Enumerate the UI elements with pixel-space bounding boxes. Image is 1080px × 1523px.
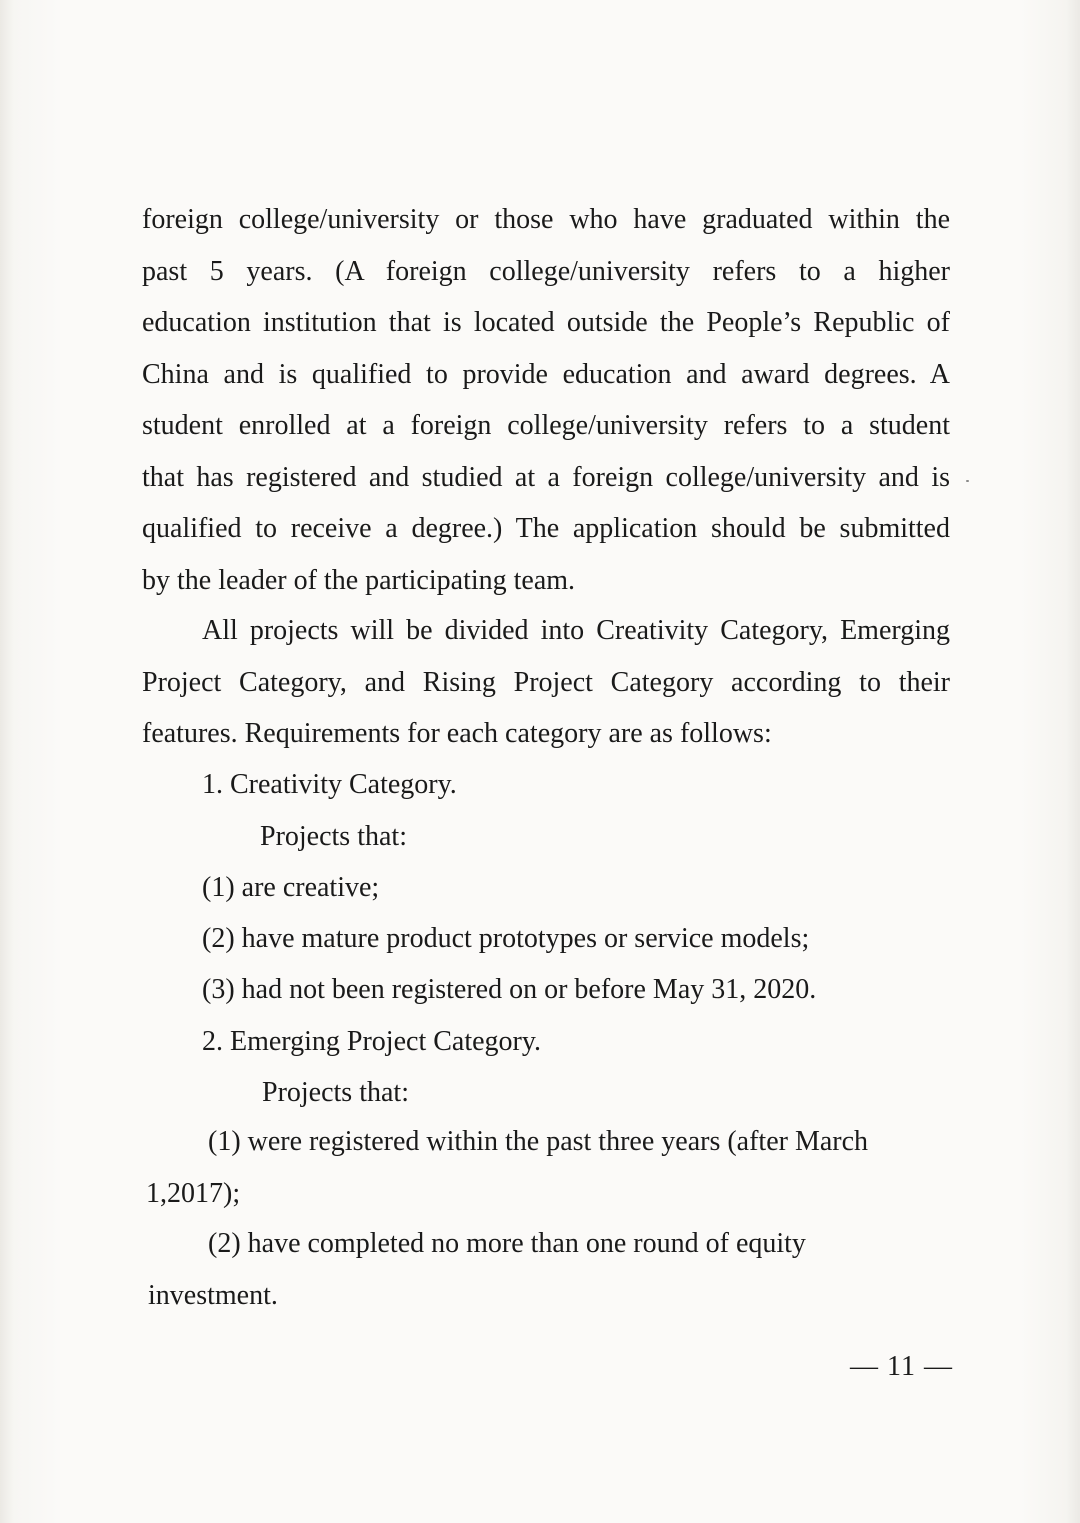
category-1-item-1: (1) are creative; xyxy=(202,872,380,903)
category-2-heading: 2. Emerging Project Category. xyxy=(202,1026,542,1057)
category-2-item-1-line-1: (1) were registered within the past three years (after March xyxy=(208,1126,869,1157)
category-2-item-1-line-2: 1,2017); xyxy=(146,1178,241,1209)
paragraph-1-line-6: that has registered and studied at a foreign college/university and is xyxy=(142,462,950,493)
page-number: — 11 — xyxy=(850,1351,953,1382)
scan-speck xyxy=(966,480,969,482)
paragraph-1-line-2: past 5 years. (A foreign college/university refers to a higher xyxy=(142,256,950,287)
category-2-intro: Projects that: xyxy=(262,1077,409,1108)
paragraph-1-line-7: qualified to receive a degree.) The application should be submitted xyxy=(142,513,950,544)
paragraph-1-line-1: foreign college/university or those who have graduated within the xyxy=(142,204,950,235)
paragraph-1-line-5: student enrolled at a foreign college/university refers to a student xyxy=(142,410,950,441)
category-2-item-2-line-1: (2) have completed no more than one round of equity xyxy=(208,1228,806,1259)
category-1-intro: Projects that: xyxy=(260,821,407,852)
category-1-heading: 1. Creativity Category. xyxy=(202,769,457,800)
category-2-item-2-line-2: investment. xyxy=(148,1280,278,1311)
category-1-item-2: (2) have mature product prototypes or service models; xyxy=(202,923,810,954)
paragraph-2-line-2: Project Category, and Rising Project Category according to their xyxy=(142,667,950,698)
paragraph-1-line-4: China and is qualified to provide education and award degrees. A xyxy=(142,359,950,390)
paragraph-1-line-8: by the leader of the participating team. xyxy=(142,565,576,596)
paragraph-2-line-3: features. Requirements for each category are as follows: xyxy=(142,718,772,749)
category-1-item-3: (3) had not been registered on or before May 31, 2020. xyxy=(202,974,817,1005)
paragraph-2-line-1: All projects will be divided into Creativity Category, Emerging xyxy=(202,615,950,646)
paragraph-1-line-3: education institution that is located outside the People’s Republic of xyxy=(142,307,950,338)
